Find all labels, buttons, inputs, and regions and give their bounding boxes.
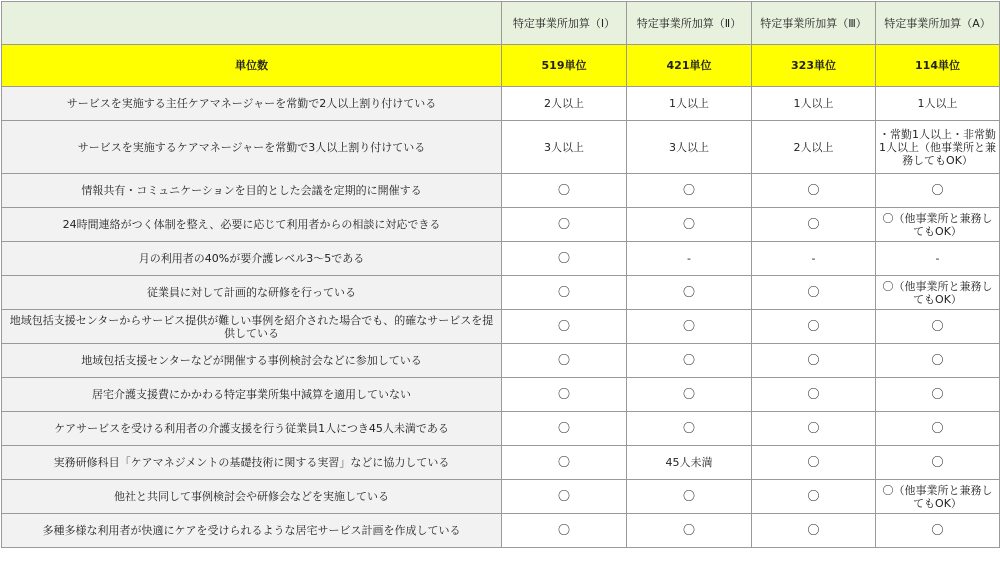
table-cell: 〇 <box>627 208 752 242</box>
row-label: 実務研修科目「ケアマネジメントの基礎技術に関する実習」などに協力している <box>2 446 502 480</box>
row-label: サービスを実施する主任ケアマネージャーを常勤で2人以上割り付けている <box>2 87 502 121</box>
units-row <box>2 45 1000 87</box>
table-cell: - <box>876 242 1000 276</box>
table-cell: 〇 <box>502 208 627 242</box>
table-cell: 〇 <box>502 174 627 208</box>
row-label: ケアサービスを受ける利用者の介護支援を行う従業員1人につき45人未満である <box>2 412 502 446</box>
table-cell: 〇 <box>752 276 876 310</box>
units-value: 114単位 <box>876 45 1000 87</box>
table-cell: 〇 <box>627 378 752 412</box>
corner-cell <box>2 2 502 45</box>
table-cell: 2人以上 <box>752 121 876 174</box>
table-cell: 〇 <box>627 276 752 310</box>
table-row <box>2 378 1000 412</box>
table-cell: 3人以上 <box>502 121 627 174</box>
table-row <box>2 412 1000 446</box>
table-cell: 〇 <box>876 378 1000 412</box>
table-cell: 〇 <box>627 310 752 344</box>
table-row <box>2 344 1000 378</box>
table-cell: - <box>752 242 876 276</box>
row-label: 月の利用者の40%が要介護レベル3～5である <box>2 242 502 276</box>
table-cell: 〇 <box>752 514 876 548</box>
table-cell: 3人以上 <box>627 121 752 174</box>
table-cell: 〇 <box>876 412 1000 446</box>
table-cell: 〇 <box>752 446 876 480</box>
row-label: 24時間連絡がつく体制を整え、必要に応じて利用者からの相談に対応できる <box>2 208 502 242</box>
row-label: 情報共有・コミュニケーションを目的とした会議を定期的に開催する <box>2 174 502 208</box>
table-row <box>2 446 1000 480</box>
table-cell: 〇 <box>876 446 1000 480</box>
table-row <box>2 121 1000 174</box>
table-cell: 〇 <box>627 344 752 378</box>
table-cell: 〇 <box>627 480 752 514</box>
table-cell: 〇 <box>502 310 627 344</box>
row-label: 多種多様な利用者が快適にケアを受けられるような居宅サービス計画を作成している <box>2 514 502 548</box>
units-value: 323単位 <box>752 45 876 87</box>
table-cell: 〇 <box>627 174 752 208</box>
column-header: 特定事業所加算（Ⅱ） <box>627 2 752 45</box>
table-cell: 〇 <box>752 208 876 242</box>
units-value: 421単位 <box>627 45 752 87</box>
header-row <box>2 2 1000 45</box>
row-label: 居宅介護支援費にかかわる特定事業所集中減算を適用していない <box>2 378 502 412</box>
table-row <box>2 242 1000 276</box>
table-cell: 〇 <box>502 412 627 446</box>
table-cell: 〇 <box>752 310 876 344</box>
row-label: 地域包括支援センターからサービス提供が難しい事例を紹介された場合でも、的確なサービスを提供している <box>2 310 502 344</box>
table-cell: 〇 <box>502 378 627 412</box>
units-value: 519単位 <box>502 45 627 87</box>
table-cell: 〇 <box>752 174 876 208</box>
table-cell: 〇 <box>502 242 627 276</box>
table-cell: 45人未満 <box>627 446 752 480</box>
table-cell: 〇 <box>752 344 876 378</box>
table-cell: 〇 <box>876 344 1000 378</box>
table-cell: 〇 <box>502 276 627 310</box>
table-cell: 〇 <box>876 310 1000 344</box>
table-cell: 〇 <box>876 514 1000 548</box>
table-row <box>2 208 1000 242</box>
additions-table <box>1 1 1000 548</box>
table-cell: 〇（他事業所と兼務してもOK） <box>876 480 1000 514</box>
row-label: 従業員に対して計画的な研修を行っている <box>2 276 502 310</box>
table-row <box>2 480 1000 514</box>
column-header: 特定事業所加算（A） <box>876 2 1000 45</box>
table-cell: 〇 <box>752 480 876 514</box>
table-cell: 〇 <box>876 174 1000 208</box>
table-cell: 1人以上 <box>627 87 752 121</box>
table-cell: 〇（他事業所と兼務してもOK） <box>876 208 1000 242</box>
column-header: 特定事業所加算（Ⅰ） <box>502 2 627 45</box>
table-row <box>2 514 1000 548</box>
table-row <box>2 87 1000 121</box>
table-row <box>2 310 1000 344</box>
table-cell: 〇 <box>502 344 627 378</box>
row-label: 地域包括支援センターなどが開催する事例検討会などに参加している <box>2 344 502 378</box>
table-cell: 〇 <box>752 412 876 446</box>
table-cell: 1人以上 <box>752 87 876 121</box>
row-label: 他社と共同して事例検討会や研修会などを実施している <box>2 480 502 514</box>
units-label: 単位数 <box>2 45 502 87</box>
table-cell: 〇 <box>502 480 627 514</box>
table-cell: ・常勤1人以上・非常勤1人以上（他事業所と兼務してもOK） <box>876 121 1000 174</box>
table-cell: 1人以上 <box>876 87 1000 121</box>
table-cell: 〇 <box>627 412 752 446</box>
table-cell: 〇（他事業所と兼務してもOK） <box>876 276 1000 310</box>
table-cell: 2人以上 <box>502 87 627 121</box>
table-cell: 〇 <box>502 514 627 548</box>
column-header: 特定事業所加算（Ⅲ） <box>752 2 876 45</box>
table-cell: 〇 <box>752 378 876 412</box>
table-row <box>2 276 1000 310</box>
table-cell: 〇 <box>627 514 752 548</box>
table-row <box>2 174 1000 208</box>
table-cell: 〇 <box>502 446 627 480</box>
table-cell: - <box>627 242 752 276</box>
row-label: サービスを実施するケアマネージャーを常勤で3人以上割り付けている <box>2 121 502 174</box>
